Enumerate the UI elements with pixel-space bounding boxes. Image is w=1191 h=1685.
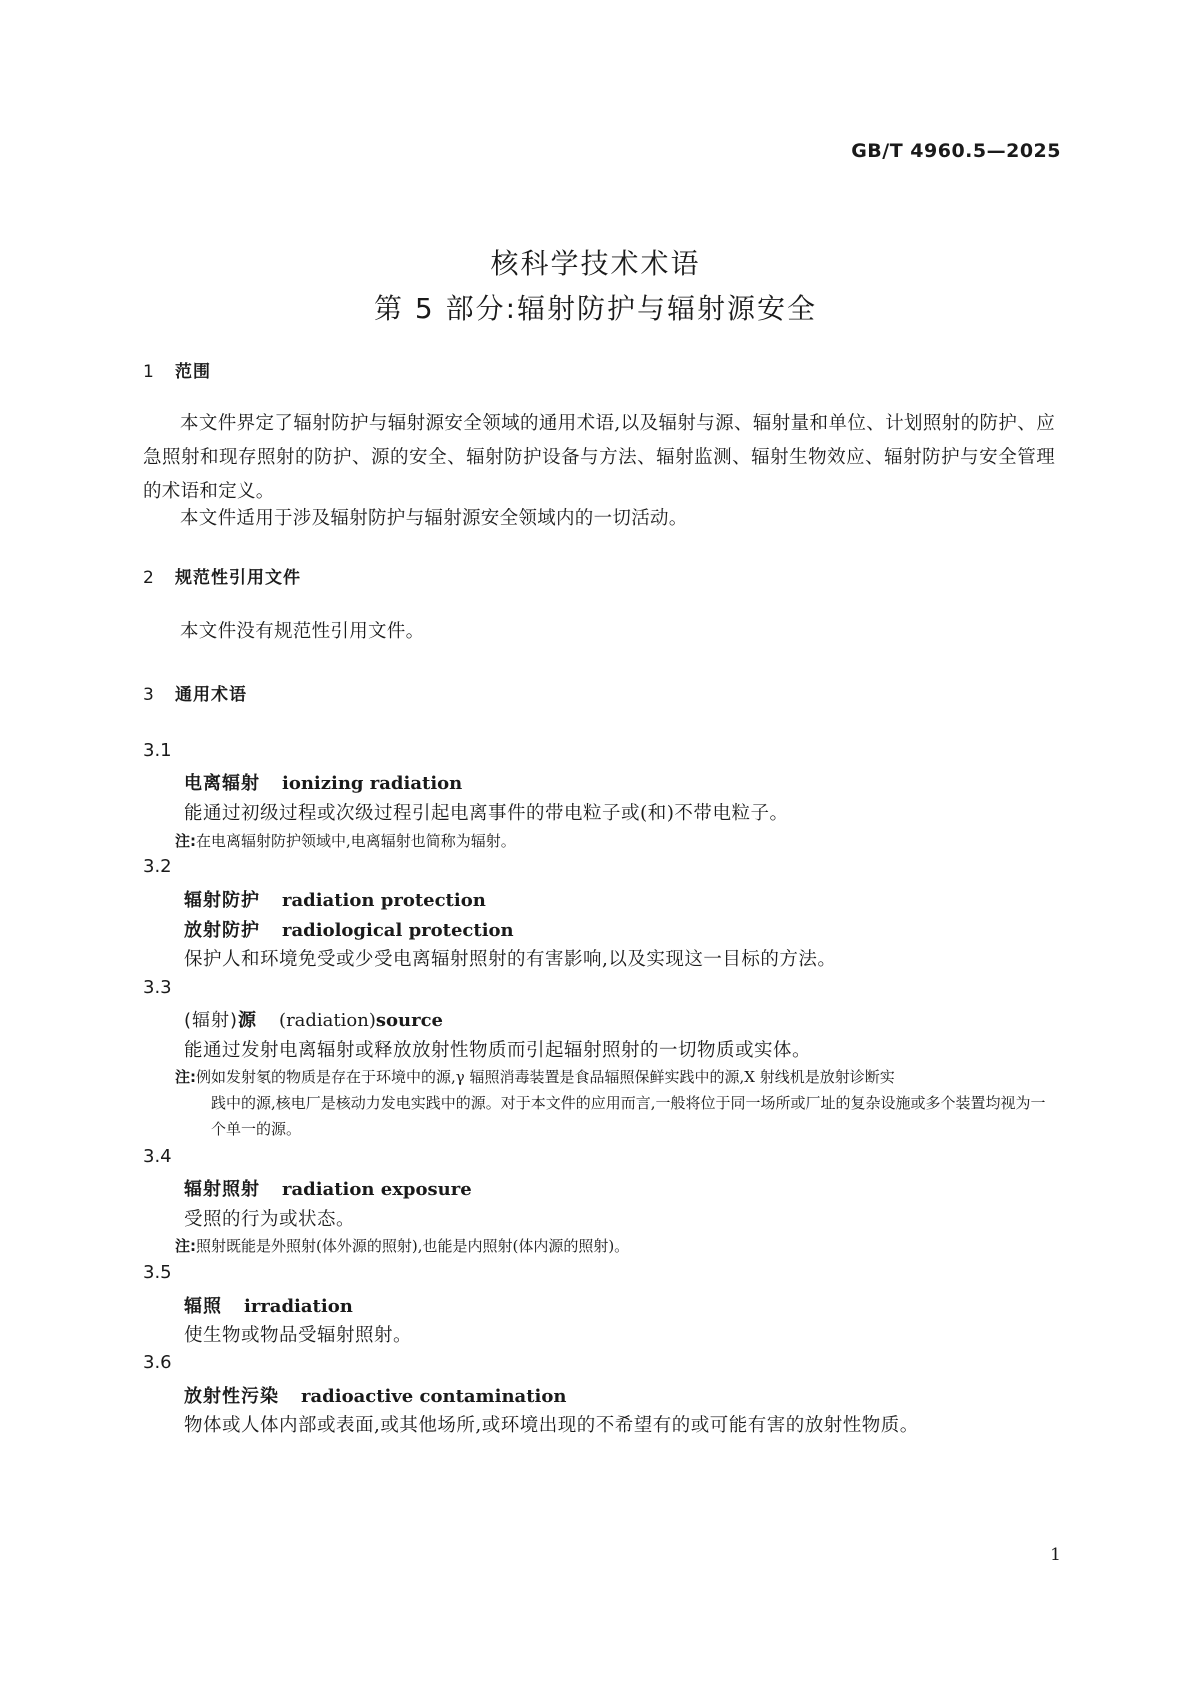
term-zh-qualifier: (辐射) [184, 1010, 239, 1031]
term-definition: 能通过初级过程或次级过程引起电离事件的带电粒子或(和)不带电粒子。 [184, 803, 789, 824]
note-text-continued: 践中的源,核电厂是核动力发电实践中的源。对于本文件的应用而言,一般将位于同一场所或厂址的复杂设施或多个装置均视为一个单一的源。 [211, 1094, 1046, 1138]
term-definition: 物体或人体内部或表面,或其他场所,或环境出现的不希望有的或可能有害的放射性物质。 [184, 1415, 919, 1436]
term-zh: 辐射防护 [184, 890, 260, 911]
term-entry [184, 1292, 353, 1318]
note-label: 注: [175, 832, 196, 850]
term-zh: 放射性污染 [184, 1386, 279, 1407]
references-paragraph: 本文件没有规范性引用文件。 [180, 621, 425, 642]
term-note [175, 1064, 1057, 1142]
term-number: 3.6 [143, 1352, 172, 1373]
term-en: radiation exposure [282, 1179, 472, 1200]
section-heading-general-terms [143, 680, 247, 705]
term-definition: 能通过发射电离辐射或释放放射性物质而引起辐射照射的一切物质或实体。 [184, 1040, 812, 1061]
note-text-line1: 例如发射氡的物质是存在于环境中的源,γ 辐照消毒装置是食品辐照保鲜实践中的源,X 射线机是放射诊断实 [196, 1068, 895, 1086]
term-note [175, 828, 1057, 854]
section-number: 2 [143, 568, 155, 588]
term-entry [184, 1006, 443, 1032]
term-zh: 辐照 [184, 1296, 222, 1317]
section-title: 规范性引用文件 [175, 568, 301, 588]
section-heading-normative-references [143, 563, 301, 588]
section-heading-scope [143, 357, 211, 382]
term-zh: 放射防护 [184, 920, 260, 941]
term-number: 3.2 [143, 856, 172, 877]
term-entry-admitted [184, 916, 514, 942]
term-definition: 使生物或物品受辐射照射。 [184, 1325, 413, 1346]
term-entry [184, 886, 486, 912]
note-label: 注: [175, 1068, 196, 1086]
term-entry [184, 1382, 566, 1408]
term-en: radiological protection [282, 920, 514, 941]
section-number: 3 [143, 685, 155, 705]
term-number: 3.5 [143, 1262, 172, 1283]
term-en: radiation protection [282, 890, 486, 911]
term-en-qualifier: (radiation) [279, 1010, 376, 1031]
term-en: irradiation [244, 1296, 353, 1317]
term-en: radioactive contamination [301, 1386, 567, 1407]
term-zh: 电离辐射 [184, 773, 260, 794]
standard-code: GB/T 4960.5—2025 [851, 140, 1061, 162]
term-entry [184, 1175, 472, 1201]
page-number: 1 [1050, 1545, 1061, 1565]
note-text: 在电离辐射防护领域中,电离辐射也简称为辐射。 [196, 832, 516, 850]
term-en: source [375, 1010, 443, 1031]
term-number: 3.1 [143, 740, 172, 761]
section-title: 通用术语 [175, 685, 247, 705]
term-zh: 辐射照射 [184, 1179, 260, 1200]
term-zh: 源 [238, 1010, 258, 1031]
term-en: ionizing radiation [282, 773, 463, 794]
document-title: 核科学技术术语 [490, 247, 701, 280]
section-title: 范围 [175, 362, 211, 382]
term-note [175, 1233, 1057, 1259]
document-subtitle: 第 5 部分:辐射防护与辐射源安全 [373, 292, 818, 325]
scope-paragraph-2: 本文件适用于涉及辐射防护与辐射源安全领域内的一切活动。 [180, 508, 688, 529]
term-definition: 保护人和环境免受或少受电离辐射照射的有害影响,以及实现这一目标的方法。 [184, 949, 837, 970]
section-number: 1 [143, 362, 155, 382]
term-number: 3.3 [143, 977, 172, 998]
term-definition: 受照的行为或状态。 [184, 1209, 356, 1230]
note-label: 注: [175, 1237, 196, 1255]
scope-paragraph-1: 本文件界定了辐射防护与辐射源安全领域的通用术语,以及辐射与源、辐射量和单位、计划照射的防护、应急照射和现存照射的防护、源的安全、辐射防护设备与方法、辐射监测、辐射生物效应、辐射防护与安全管理的术语和定义。 [143, 413, 1055, 502]
note-text: 照射既能是外照射(体外源的照射),也能是内照射(体内源的照射)。 [196, 1237, 630, 1255]
term-entry [184, 769, 462, 795]
term-number: 3.4 [143, 1146, 172, 1167]
